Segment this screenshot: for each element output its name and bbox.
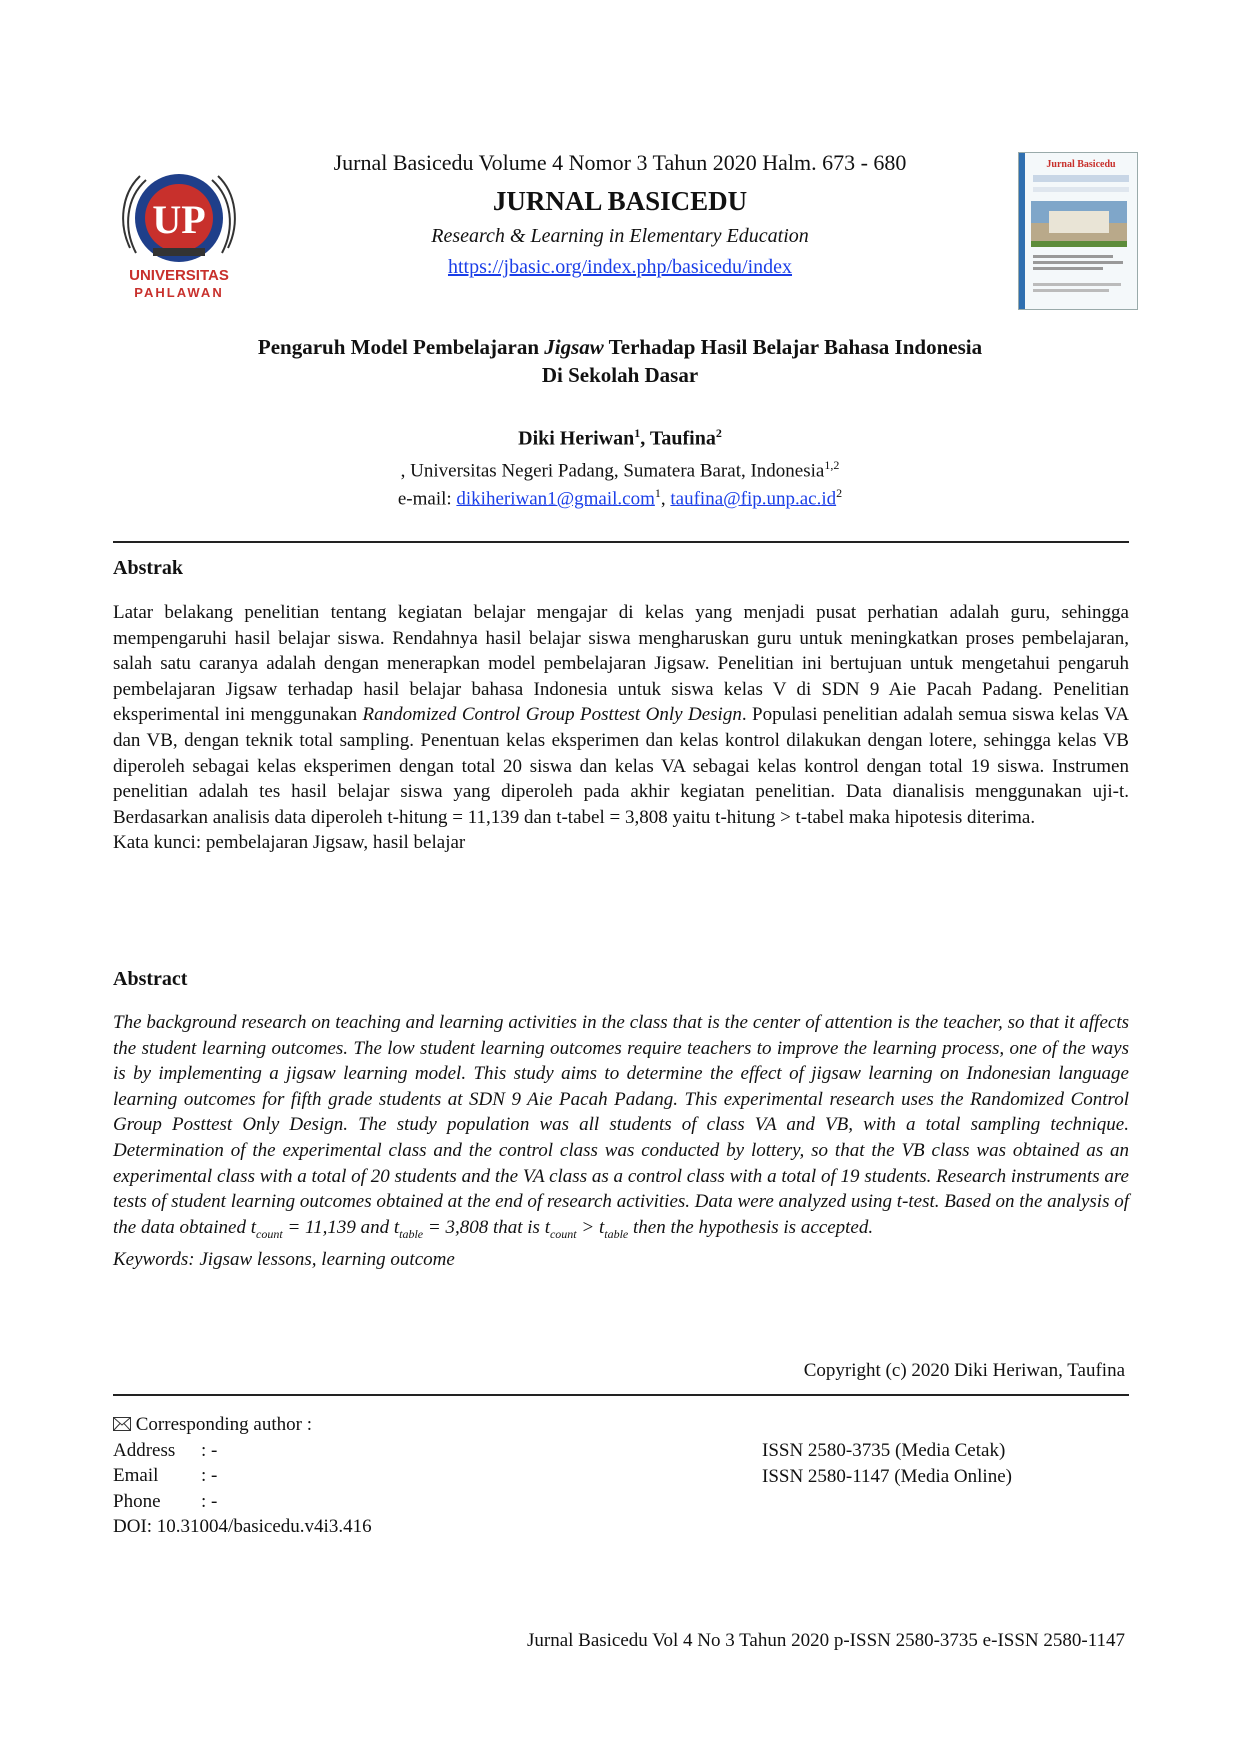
- email-label: e-mail:: [397, 488, 457, 510]
- abstrak-heading: Abstrak: [113, 557, 184, 579]
- author-2: , Taufina: [640, 427, 716, 450]
- journal-subtitle: Research & Learning in Elementary Education: [431, 225, 809, 247]
- paper-authors: [115, 426, 1125, 451]
- page-footer: Jurnal Basicedu Vol 4 No 3 Tahun 2020 p-ISSN 2580-3735 e-ISSN 2580-1147: [526, 1630, 1125, 1651]
- email-2-link[interactable]: taufina@fip.unp.ac.id: [670, 488, 837, 510]
- correspondence-block: [113, 1412, 372, 1540]
- envelope-icon: [113, 1414, 136, 1435]
- affiliation-text: , Universitas Negeri Padang, Sumatera Barat, Indonesia: [400, 460, 825, 482]
- abstract-text-c: = 3,808 that is t: [423, 1216, 550, 1238]
- title-line-2: Di Sekolah Dasar: [541, 363, 699, 387]
- address-value: : -: [201, 1439, 218, 1461]
- issn-online: ISSN 2580-1147 (Media Online): [762, 1465, 1012, 1487]
- subscript-count-1: count: [256, 1226, 283, 1241]
- email-label-footer: Email: [113, 1465, 159, 1486]
- abstrak-text-b: . Populasi penelitian adalah semua siswa kelas VA dan VB, dengan teknik total sampling. Penentuan kelas eksperimen dan kelas kontrol dilakukan dengan lotere, sehingga kelas VB diperoleh sebagai kelas eksperimen dengan total 20 siswa dan kelas VA sebagai kelas kontrol dengan total 19 siswa. Instrumen penelitian adalah tes hasil belajar siswa yang diperoleh pada akhir kegiatan penelitian. Data dianalisis menggunakan uji-t. Berdasarkan analisis data diperoleh t-hitung = 11,139 dan t-tabel = 3,808 yaitu t-hitung > t-tabel maka hipotesis diterima.: [113, 704, 1129, 828]
- phone-label: Phone: [113, 1490, 161, 1512]
- abstract-text-b: = 11,139 and t: [282, 1216, 400, 1238]
- divider-top: [113, 541, 1129, 543]
- abstrak-body: [113, 600, 1129, 856]
- svg-text:UP: UP: [152, 197, 206, 242]
- address-label: Address: [113, 1439, 176, 1461]
- divider-bottom: [113, 1394, 1129, 1396]
- author-2-sup: 2: [715, 426, 722, 440]
- issn-block: [762, 1438, 1012, 1489]
- author-1-sup: 1: [634, 426, 641, 440]
- phone-value: : -: [201, 1490, 218, 1512]
- university-logo: [118, 148, 240, 306]
- abstract-text-a: The background research on teaching and learning activities in the class that is the center of attention is the teacher, so that it affects the student learning outcomes. The low student learning outcomes require teachers to improve the learning process, one of the ways is by implementing a jigsaw learning model. This study aims to determine the effect of jigsaw learning on Indonesian language learning outcomes for fifth grade students at SDN 9 Aie Pacah Padang. This experimental research uses the Randomized Control Group Posttest Only Design. The study population was all students of class VA and VB, with a total sampling technique. Determination of the experimental class and the control class was conducted by lottery, so that the VB class was obtained as an experimental class with a total of 20 students and the VA class as a control class with a total of 19 students. Research instruments are tests of student learning outcomes obtained at the end of research activities. Data were analyzed using t-test. Based on the analysis of the data obtained t: [113, 1012, 1129, 1238]
- journal-cover-thumbnail: [1018, 152, 1138, 310]
- copyright: Copyright (c) 2020 Diki Heriwan, Taufina: [803, 1360, 1125, 1381]
- abstrak-text-a: Latar belakang penelitian tentang kegiatan belajar mengajar di kelas yang menjadi pusat perhatian adalah guru, sehingga mempengaruhi hasil belajar siswa. Rendahnya hasil belajar siswa mengharuskan guru untuk meningkatkan proses pembelajaran, salah satu caranya adalah dengan menerapkan model pembelajaran Jigsaw. Penelitian ini bertujuan untuk mengetahui pengaruh pembelajaran Jigsaw terhadap hasil belajar bahasa Indonesia untuk siswa kelas V di SDN 9 Aie Pacah Padang. Penelitian eksperimental ini menggunakan: [113, 602, 1129, 726]
- paper-title: [115, 333, 1125, 389]
- journal-citation: Jurnal Basicedu Volume 4 Nomor 3 Tahun 2020 Halm. 673 - 680: [333, 150, 907, 175]
- email-1-sup: 1: [654, 486, 661, 500]
- title-suffix: Terhadap Hasil Belajar Bahasa Indonesia: [603, 335, 983, 359]
- abstract-keywords: Keywords: Jigsaw lessons, learning outcome: [113, 1249, 455, 1271]
- journal-name: JURNAL BASICEDU: [492, 186, 748, 216]
- abstract-heading: Abstract: [113, 968, 188, 990]
- abstract-text-d: > t: [576, 1216, 605, 1238]
- author-1: Diki Heriwan: [518, 427, 635, 450]
- email-1-link[interactable]: dikiheriwan1@gmail.com: [456, 488, 655, 510]
- corresponding-author-label: Corresponding author :: [135, 1414, 313, 1435]
- subscript-table-1: table: [399, 1226, 424, 1241]
- abstrak-text-italic: Randomized Control Group Posttest Only Design: [362, 704, 742, 726]
- affiliation: [115, 458, 1125, 482]
- cover-title: Jurnal Basicedu: [1046, 159, 1116, 170]
- email-2-sup: 2: [836, 486, 843, 500]
- title-italic: Jigsaw: [544, 335, 604, 359]
- email-separator: ,: [660, 488, 671, 510]
- logo-text-universitas: UNIVERSITAS: [129, 267, 229, 284]
- issn-print: ISSN 2580-3735 (Media Cetak): [762, 1440, 1006, 1461]
- logo-text-pahlawan: PAHLAWAN: [134, 285, 224, 300]
- subscript-table-2: table: [604, 1226, 629, 1241]
- title-prefix: Pengaruh Model Pembelajaran: [257, 335, 545, 359]
- affiliation-sup: 1,2: [824, 458, 840, 472]
- doi: DOI: 10.31004/basicedu.v4i3.416: [113, 1516, 372, 1537]
- abstract-body: [113, 1010, 1129, 1273]
- abstract-text-e: then the hypothesis is accepted.: [628, 1216, 874, 1238]
- author-emails: [115, 486, 1125, 510]
- email-value-footer: : -: [201, 1465, 218, 1486]
- subscript-count-2: count: [549, 1226, 577, 1241]
- abstrak-keywords: Kata kunci: pembelajaran Jigsaw, hasil belajar: [113, 832, 466, 854]
- journal-url-link[interactable]: https://jbasic.org/index.php/basicedu/index: [447, 256, 793, 278]
- journal-url-container: [260, 256, 980, 279]
